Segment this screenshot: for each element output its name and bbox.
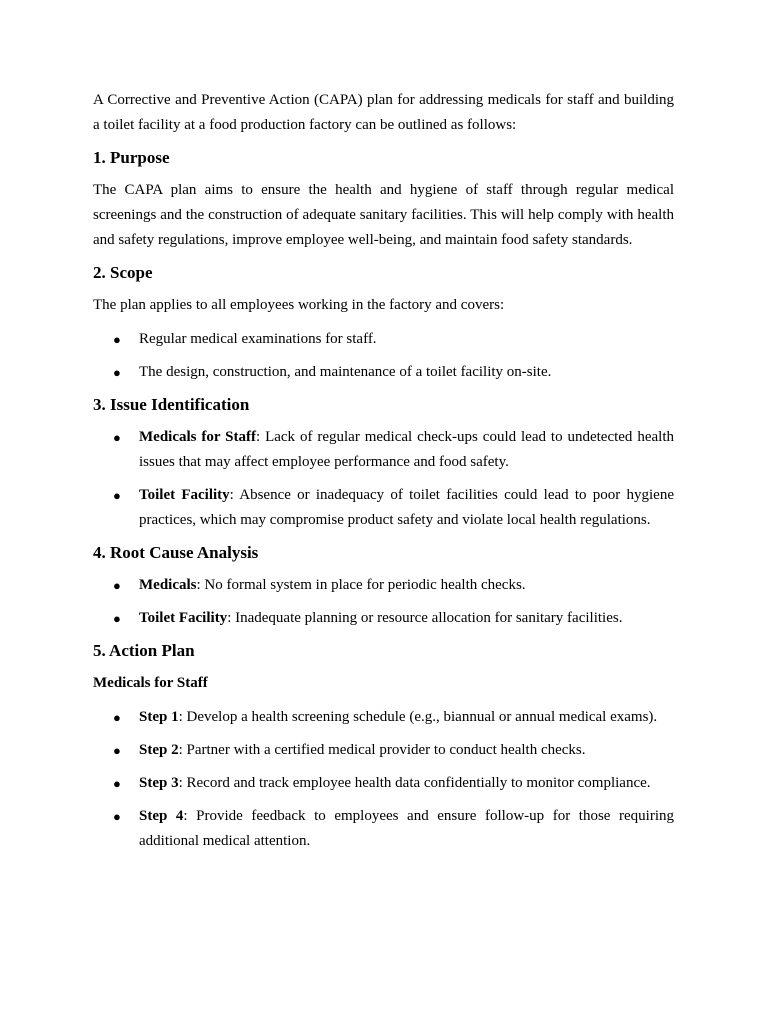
issue-identification-heading: 3. Issue Identification [93, 395, 250, 414]
list-item-text: : Absence or inadequacy of toilet facilities could lead to poor hygiene practices, which may compromise product safety and violate local health regulations. [139, 487, 674, 528]
root-cause-heading: 4. Root Cause Analysis [93, 543, 259, 562]
purpose-heading: 1. Purpose [93, 148, 170, 167]
scope-paragraph: The plan applies to all employees working in the factory and covers: [93, 297, 505, 313]
list-item-text: The design, construction, and maintenance of a toilet facility on-site. [139, 364, 552, 380]
list-item [93, 606, 674, 631]
issue-list [93, 425, 674, 533]
list-item-label: Step 3 [139, 775, 179, 791]
list-item-text: : Lack of regular medical check-ups could lead to undetected health issues that may affect employee performance and food safety. [139, 429, 674, 470]
intro-paragraph: A Corrective and Preventive Action (CAPA) plan for addressing medicals for staff and building a toilet facility at a food production factory can be outlined as follows: [93, 92, 674, 133]
bullet-icon: ● [113, 332, 121, 347]
list-item-text: : Provide feedback to employees and ensure follow-up for those requiring additional medical attention. [139, 808, 675, 849]
bullet-icon: ● [113, 776, 121, 791]
list-item-label: Medicals for Staff [139, 429, 256, 445]
list-item [93, 573, 674, 598]
list-item-label: Toilet Facility [139, 487, 230, 503]
list-item-text: : No formal system in place for periodic health checks. [196, 577, 526, 593]
list-item [93, 804, 674, 854]
bullet-icon: ● [113, 430, 121, 445]
list-item-text: Regular medical examinations for staff. [139, 331, 377, 347]
scope-list [93, 327, 674, 385]
bullet-icon: ● [113, 578, 121, 593]
action-plan-list [93, 705, 674, 854]
list-item-label: Medicals [139, 577, 197, 593]
bullet-icon: ● [113, 611, 121, 626]
list-item-label: Step 4 [139, 808, 184, 824]
root-cause-list [93, 573, 674, 631]
bullet-icon: ● [113, 743, 121, 758]
list-item [93, 360, 674, 385]
scope-heading: 2. Scope [93, 263, 153, 282]
action-plan-heading: 5. Action Plan [93, 641, 195, 660]
bullet-icon: ● [113, 710, 121, 725]
list-item-text: : Develop a health screening schedule (e.g., biannual or annual medical exams). [178, 709, 658, 725]
list-item-text: : Record and track employee health data confidentially to monitor compliance. [178, 775, 651, 791]
bullet-icon: ● [113, 365, 121, 380]
document-page [93, 88, 674, 863]
list-item-label: Step 2 [139, 742, 179, 758]
list-item [93, 771, 674, 796]
list-item-label: Step 1 [139, 709, 179, 725]
medicals-subheading: Medicals for Staff [93, 675, 208, 691]
bullet-icon: ● [113, 809, 121, 824]
list-item-text: : Partner with a certified medical provider to conduct health checks. [178, 742, 586, 758]
list-item [93, 705, 674, 730]
list-item [93, 738, 674, 763]
list-item-label: Toilet Facility [139, 610, 228, 626]
list-item [93, 425, 674, 475]
list-item [93, 327, 674, 352]
bullet-icon: ● [113, 488, 121, 503]
list-item [93, 483, 674, 533]
list-item-text: : Inadequate planning or resource allocation for sanitary facilities. [227, 610, 623, 626]
purpose-paragraph: The CAPA plan aims to ensure the health and hygiene of staff through regular medical screenings and the construction of adequate sanitary facilities. This will help comply with health and safety regulations, improve employee well-being, and maintain food safety standards. [93, 182, 674, 248]
